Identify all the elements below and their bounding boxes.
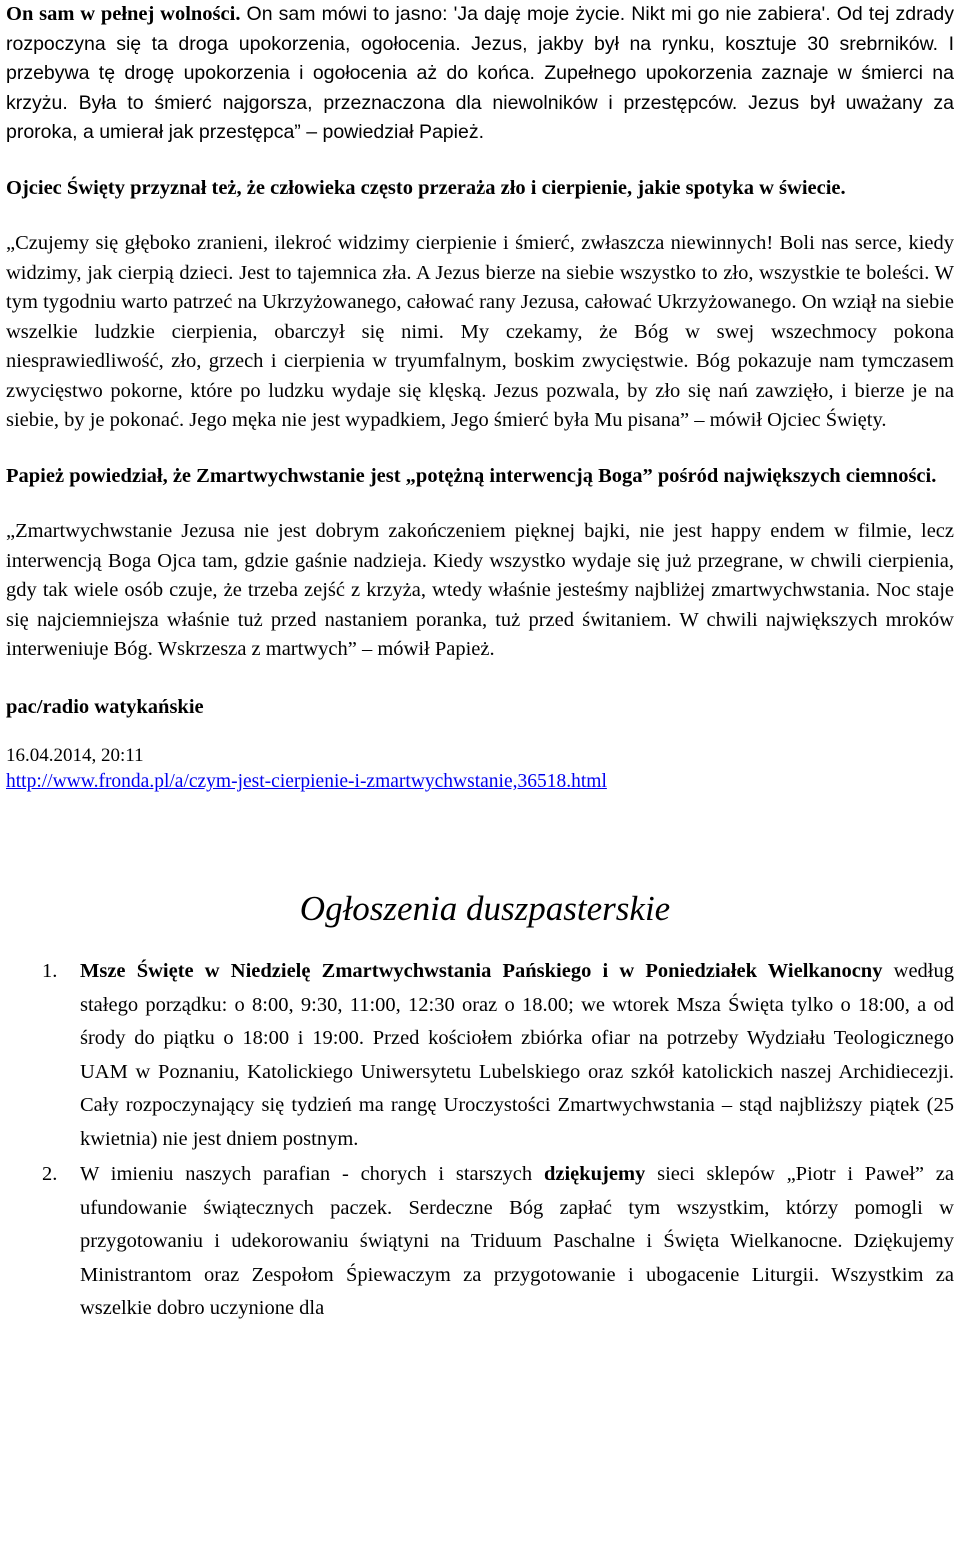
article-subheading-2: Papież powiedział, że Zmartwychwstanie jest „potężną interwencją Boga” pośród największych ciemności. xyxy=(6,464,937,487)
announcement-text: sieci sklepów „Piotr i Paweł” za ufundowanie świątecznych paczek. Serdeczne Bóg zapłać tym wszystkim, którzy pomogli w przygotowaniu i udekorowaniu świątyni na Triduum Paschalne i Święta Wielkanocne. Dziękujemy Ministrantom oraz Zespołom Śpiewaczym za przygotowanie i ubogacenie Liturgii. Wszystkim za wszelkie dobro uczynione dla xyxy=(80,1163,954,1319)
article-date: 16.04.2014, 20:11 xyxy=(6,745,144,766)
paragraph-1-text: On sam mówi to jasno: 'Ja daję moje życie. Nikt mi go nie zabiera'. Od tej zdrady rozpoczyna się ta droga upokorzenia, ogołocenia. Jezus, jakby był na rynku, kosztuje 30 srebrników. I przebywa tę drogę upokorzenia i ogołocenia aż do końca. Zupełnego upokorzenia zaznaje w śmierci na krzyżu. Była to śmierć najgorsza, przeznaczona dla niewolników i przestępców. Jezus był uważany za proroka, a umierał jak przestępca” – powiedział Papież. xyxy=(6,3,955,143)
announcement-text-pre: W imieniu naszych parafian - chorych i starszych xyxy=(80,1163,544,1185)
paragraph-1-bold-lead: On sam w pełnej wolności. xyxy=(6,3,241,25)
article-paragraph-2: „Czujemy się głęboko zranieni, ilekroć widzimy cierpienie i śmierć, zwłaszcza niewinnych! Boli nas serce, kiedy widzimy, jak cierpią dzieci. Jest to tajemnica zła. A Jezus bierze na siebie wszystko to zło, wszystkie te boleści. W tym tygodniu warto patrzeć na Ukrzyżowanego, całować rany Jezusa, całować Ukrzyżowanego. On wziął na siebie wszelkie ludzkie cierpienia, obarczył się nimi. My czekamy, że Bóg w swej wszechmocy pokona niesprawiedliwość, zło, grzech i cierpienia w tryumfalnym, boskim zwycięstwie. Bóg pokazuje nam tymczasem zwycięstwo pokorne, które po ludzku wydaje się klęską. Jezus pozwala, by zło się nań zawzięło, i bierze je na siebie, by je pokonać. Jego męka nie jest wypadkiem, Jego śmierć była Mu pisana” – mówił Ojciec Święty. xyxy=(6,232,954,431)
announcements-title: Ogłoszenia duszpasterskie xyxy=(299,889,671,928)
announcement-item-1 xyxy=(6,955,954,1156)
announcements-list xyxy=(6,955,954,1326)
announcement-item-2 xyxy=(6,1158,954,1326)
article-source-link[interactable]: http://www.fronda.pl/a/czym-jest-cierpienie-i-zmartwychwstanie,36518.html xyxy=(6,771,607,792)
announcement-bold-text: dziękujemy xyxy=(543,1163,646,1185)
announcement-text: według stałego porządku: o 8:00, 9:30, 11:00, 12:30 oraz o 18.00; we wtorek Msza Święta tylko o 18:00, a od środy do piątku o 18:00 i 19:00. Przed kościołem zbiórka ofiar na potrzeby Wydziału Teologicznego UAM w Poznaniu, Katolickiego Uniwersytetu Lubelskiego oraz szkół katolickich naszej Archidiecezji. Cały rozpoczynający się tydzień ma rangę Uroczystości Zmartwychwstania – stąd najbliższy piątek (25 kwietnia) nie jest dniem postnym. xyxy=(80,960,954,1150)
article-source: pac/radio watykańskie xyxy=(6,695,204,718)
announcement-number: 1. xyxy=(42,960,58,982)
announcement-number: 2. xyxy=(42,1163,58,1185)
article-subheading-1: Ojciec Święty przyznał też, że człowieka często przeraża zło i cierpienie, jakie spotyka w świecie. xyxy=(6,176,846,199)
article-paragraph-3: „Zmartwychwstanie Jezusa nie jest dobrym zakończeniem pięknej bajki, nie jest happy endem w filmie, lecz interwencją Boga Ojca tam, gdzie gaśnie nadzieja. Kiedy wszystko wydaje się już przegrane, w chwili cierpienia, gdy tak wiele osób czuje, że trzeba zejść z krzyża, wtedy właśnie jesteśmy najbliżej zmartwychwstania. Noc staje się najciemniejsza właśnie tuż przed nastaniem poranka, tuż przed świtaniem. W chwili największych mroków interweniuje Bóg. Wskrzesza z martwych” – mówił Papież. xyxy=(6,520,954,660)
article-paragraph-1 xyxy=(6,0,954,148)
announcement-bold-text: Msze Święte w Niedzielę Zmartwychwstania Pańskiego i w Poniedziałek Wielkanocny xyxy=(80,960,883,982)
